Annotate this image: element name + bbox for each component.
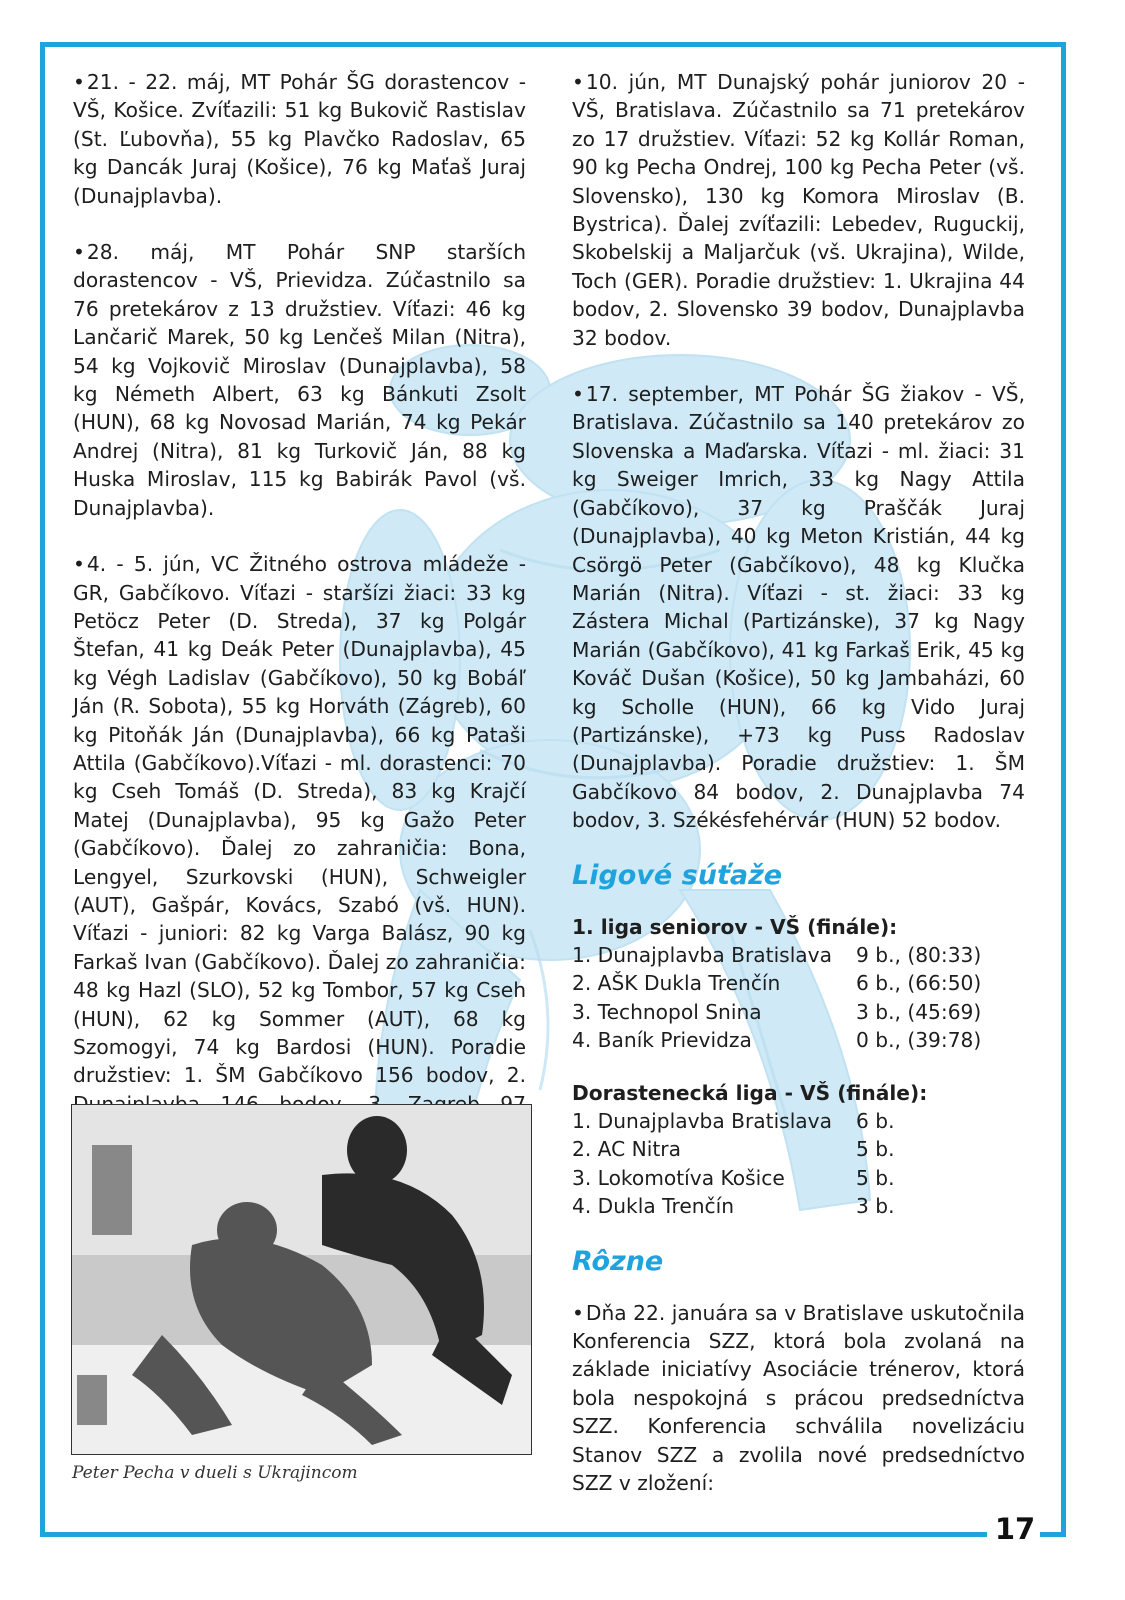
- team-cell: 4. Dukla Trenčín: [572, 1194, 735, 1219]
- section-heading-rozne: Rôzne: [572, 1245, 664, 1277]
- frame-bottom-right: [1040, 1532, 1066, 1537]
- table-row: [572, 1026, 981, 1054]
- article-paragraph: [572, 380, 1025, 835]
- team-cell: 2. AŠK Dukla Trenčín: [572, 971, 781, 996]
- paragraph-text: 28. máj, MT Pohár SNP starších dorastencov - VŠ, Prievidza. Zúčastnilo sa 76 pretekárov z 13 družstiev. Víťazi: 46 kg Lančarič Marek, 50 kg Lenčeš Milan (Nitra), 54 kg Vojkovič Miroslav (Dunajplavba), 58 kg Németh Albert, 63 kg Bánkuti Zsolt (HUN), 68 kg Novosad Marián, 74 kg Pekár Andrej (Nitra), 81 kg Turkovič Ján, 88 kg Huska Miroslav, 115 kg Babirák Pavol (vš. Dunajplavba).: [73, 240, 526, 520]
- bullet: •: [572, 382, 584, 407]
- paragraph-text: 10. jún, MT Dunajský pohár juniorov 20 - VŠ, Bratislava. Zúčastnilo sa 71 pretekárov zo 17 družstiev. Víťazi: 52 kg Kollár Roman, 90 kg Pecha Ondrej, 100 kg Pecha Peter (vš. Slovensko), 130 kg Komora Miroslav (B. Bystrica). Ďalej zvíťazili: Lebedev, Ruguckij, Skobelskij a Maljarčuk (vš. Ukrajina), Wilde, Toch (GER). Poradie družstiev: 1. Ukrajina 44 bodov, 2. Slovensko 39 bodov, Dunajplavba 32 bodov.: [572, 70, 1025, 350]
- paragraph-text: 17. september, MT Pohár ŠG žiakov - VŠ, Bratislava. Zúčastnilo sa 140 pretekárov zo Slovenska a Maďarska. Víťazi - ml. žiaci: 31 kg Sweiger Imrich, 33 kg Nagy Attila (Gabčíkovo), 37 kg Praščák Juraj (Dunajplavba), 40 kg Meton Kristián, 44 kg Csörgö Peter (Gabčíkovo), 48 kg Klučka Marián (Nitra). Víťazi - st. žiaci: 33 kg Zástera Michal (Partizánske), 37 kg Nagy Marián (Gabčíkovo), 41 kg Farkaš Erik, 45 kg Kováč Dušan (Košice), 50 kg Jambaházi, 60 kg Scholle (HUN), 66 kg Vido Juraj (Partizánske), +73 kg Puss Radoslav (Dunajplavba). Poradie družstiev: 1. ŠM Gabčíkovo 84 bodov, 2. Dunajplavba 74 bodov, 3. Székésfehérvár (HUN) 52 bodov.: [572, 382, 1025, 833]
- right-column: [572, 68, 1025, 1525]
- team-cell: 3. Lokomotíva Košice: [572, 1165, 785, 1190]
- team-cell: 3. Technopol Snina: [572, 999, 762, 1024]
- bullet: •: [73, 240, 85, 265]
- result-cell: 3 b., (45:69): [856, 999, 982, 1024]
- bullet: •: [73, 70, 85, 94]
- team-cell: 1. Dunajplavba Bratislava: [572, 942, 832, 967]
- frame-left: [40, 42, 45, 1537]
- table-row: [572, 969, 981, 997]
- bullet: •: [572, 1300, 584, 1325]
- section-heading-ligove: Ligové súťaže: [572, 859, 783, 891]
- league-table-juniors: [572, 1107, 895, 1221]
- page-number: 17: [994, 1512, 1036, 1546]
- paragraph-text: 4. - 5. jún, VC Žitného ostrova mládeže - GR, Gabčíkovo. Víťazi - staršízi žiaci: 33 kg Petöcz Peter (D. Streda), 37 kg Polgár Štefan, 41 kg Deák Peter (Dunajplavba), 45 kg Végh Ladislav (Gabčíkovo), 50 kg Bobáľ Ján (R. Sobota), 55 kg Horváth (Zágreb), 60 kg Pitoňák Ján (Dunajplavba), 66 kg Pataši Attila (Gabčíkovo).Víťazi - ml. dorastenci: 70 kg Cseh Tomáš (D. Streda), 83 kg Krajčí Matej (Dunajplavba), 95 kg Gažo Peter (Gabčíkovo). Ďalej zo zahraničia: Bona, Lengyel, Szurkovski (HUN), Schweigler (AUT), Gašpár, Kovács, Szabó (vš. HUN). Víťazi - juniori: 82 kg Varga Balász, 90 kg Farkaš Ivan (Gabčíkovo). Ďalej zo zahraničia: 48 kg Hazl (SLO), 52 kg Tombor, 57 kg Cseh (HUN), 62 kg Sommer (AUT), 68 kg Szomogyi, 74 kg Bardosi (HUN). Poradie družstiev: 1. ŠM Gabčíkovo 156 bodov, 2.: [73, 552, 526, 1088]
- article-paragraph: [572, 1299, 1025, 1498]
- result-cell: 6 b.: [856, 1109, 895, 1133]
- league-title-juniors: Dorastenecká liga - VŠ (finále):: [572, 1080, 928, 1105]
- article-paragraph: [73, 550, 526, 1147]
- bullet: •: [73, 552, 85, 577]
- team-cell: 1. Dunajplavba Bratislava: [572, 1109, 832, 1133]
- table-row: [572, 1192, 895, 1220]
- result-cell: 0 b., (39:78): [856, 1028, 982, 1053]
- wrestlers-image: [72, 1105, 531, 1454]
- article-paragraph: [572, 68, 1025, 352]
- result-cell: 9 b., (80:33): [856, 942, 982, 967]
- result-cell: 5 b.: [856, 1165, 895, 1190]
- frame-right: [1061, 42, 1066, 1537]
- team-cell: 4. Baník Prievidza: [572, 1028, 752, 1053]
- table-row: [572, 1107, 895, 1135]
- league-table-seniors: [572, 941, 981, 1055]
- frame-bottom-left: [40, 1532, 987, 1537]
- left-column: [73, 68, 526, 1175]
- result-cell: 5 b.: [856, 1137, 895, 1162]
- table-row: [572, 1135, 895, 1163]
- result-cell: 6 b., (66:50): [856, 971, 982, 996]
- article-paragraph: [73, 238, 526, 522]
- table-row: [572, 998, 981, 1026]
- photo-caption: Peter Pecha v dueli s Ukrajincom: [72, 1463, 358, 1483]
- bullet: •: [572, 70, 584, 94]
- paragraph-text: Dňa 22. januára sa v Bratislave uskutočnila Konferencia SZZ, ktorá bola zvolaná na základe iniciatívy Asociácie trénerov, ktorá bola nespokojná s prácou predsedníctva SZZ. Konferencia schválila novelizáciu Stanov SZZ a zvolila nové predsedníctvo SZZ v zložení:: [572, 1300, 1025, 1496]
- frame-top: [40, 42, 1066, 47]
- paragraph-text: 21. - 22. máj, MT Pohár ŠG dorastencov - VŠ, Košice. Zvíťazili: 51 kg Bukovič Rastislav (St. Ľubovňa), 55 kg Plavčko Radoslav, 65 kg Dancák Juraj (Košice), 76 kg Maťaš Juraj (Dunajplavba).: [73, 70, 526, 208]
- league-title-seniors: 1. liga seniorov - VŠ (finále):: [572, 914, 898, 939]
- article-paragraph: [73, 68, 526, 210]
- result-cell: 3 b.: [856, 1194, 895, 1219]
- wrestling-photo: [71, 1104, 532, 1455]
- team-cell: 2. AC Nitra: [572, 1137, 681, 1162]
- table-row: [572, 1164, 895, 1192]
- table-row: [572, 941, 981, 969]
